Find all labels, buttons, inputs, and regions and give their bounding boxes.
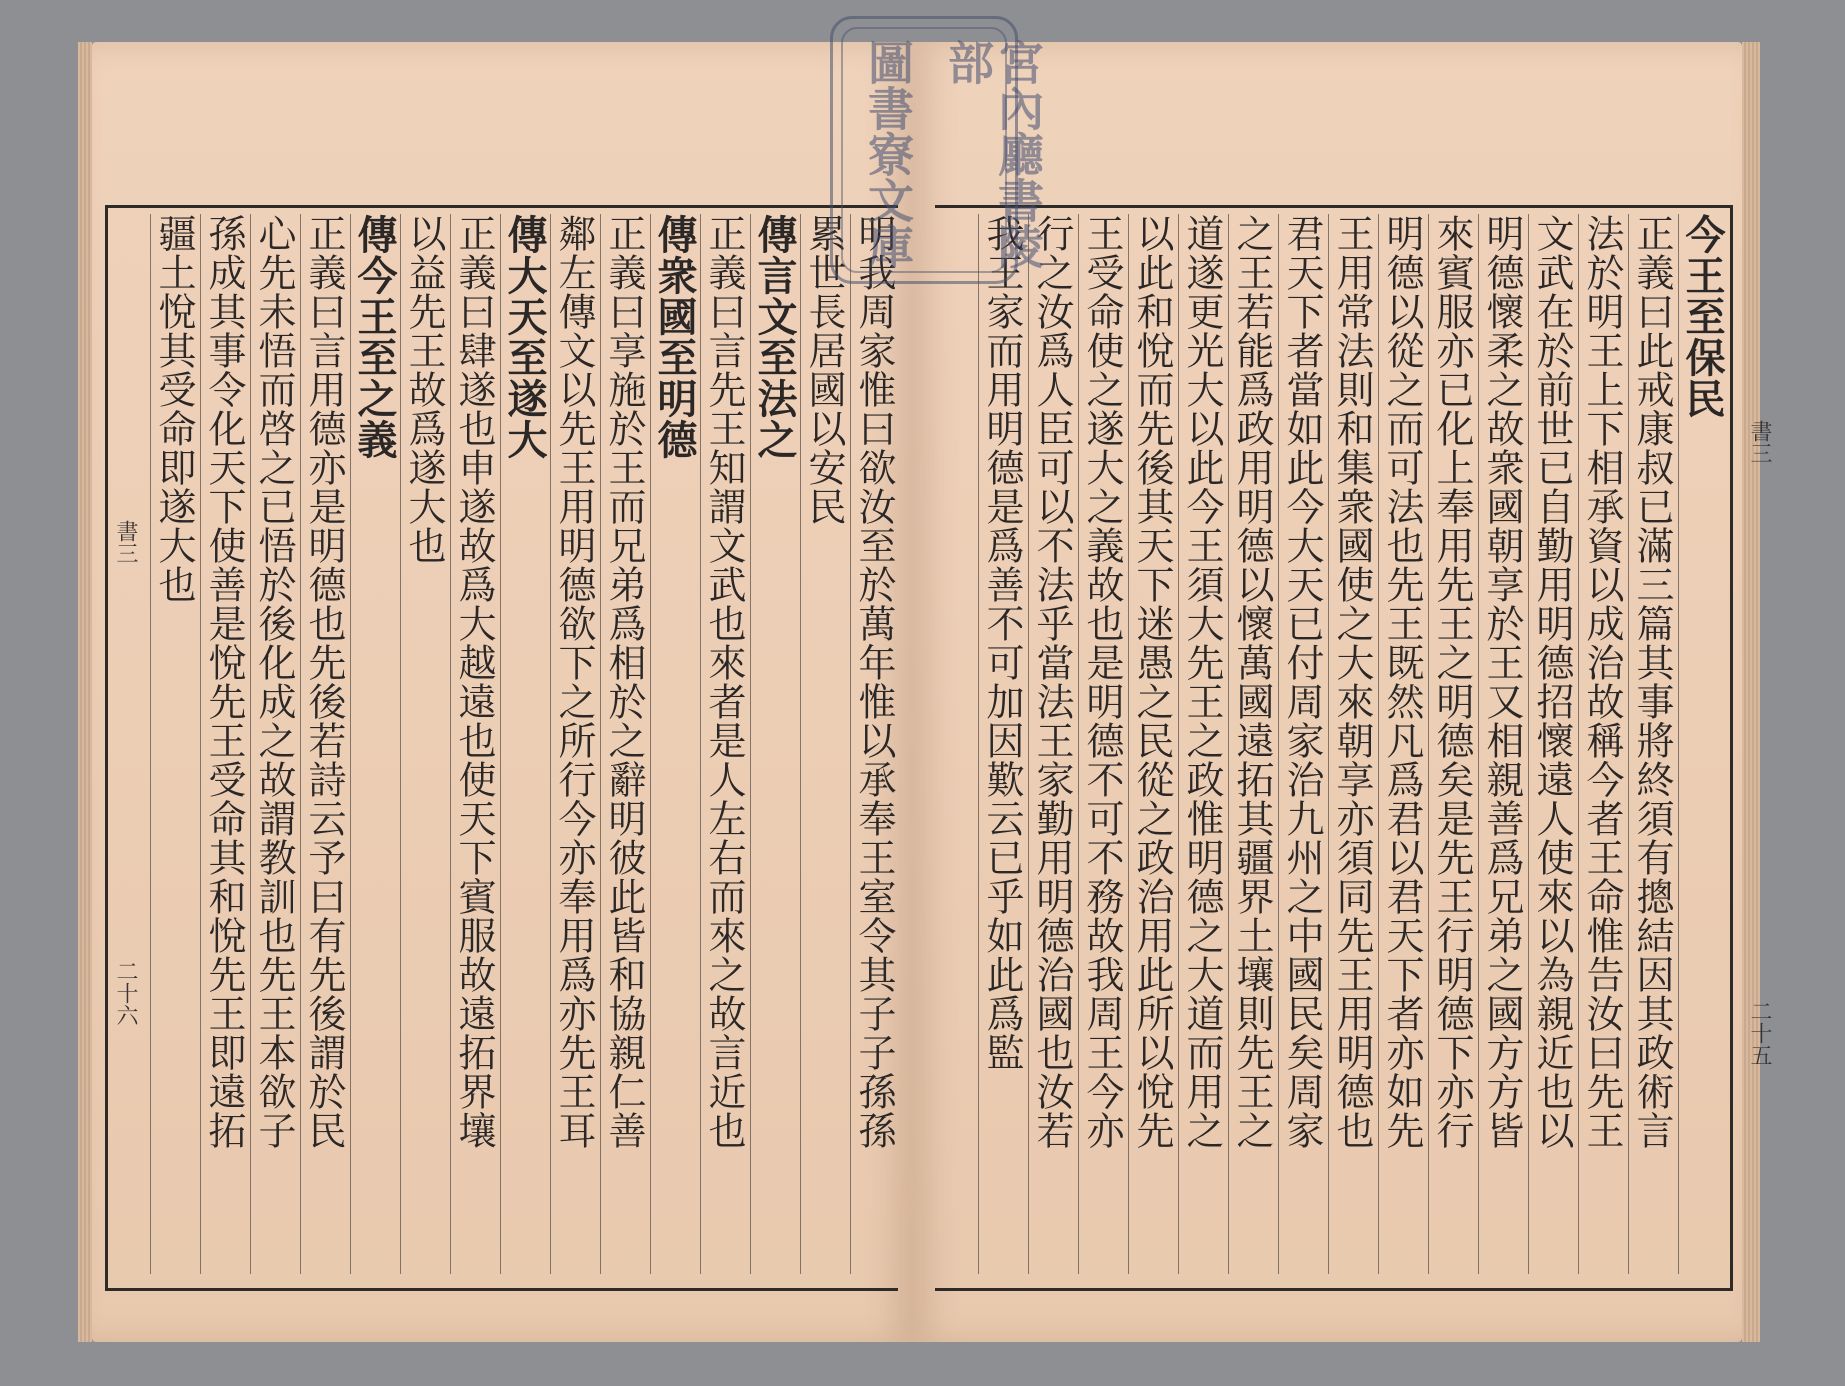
text-column: 孫成其事令化天下使善是悅先王受命其和悅先王即遠拓 [200, 214, 247, 1274]
text-column: 正義曰享施於王而兄弟爲相於之辭明彼此皆和協親仁善 [600, 214, 647, 1274]
margin-title-right: 書三 [1747, 420, 1772, 464]
text-column: 法於明王上下相承資以成治故稱今者王命惟告汝曰先王 [1578, 214, 1625, 1274]
text-column: 文武在於前世已自勤用明德招懷遠人使來以為親近也以 [1528, 214, 1575, 1274]
text-column: 正義曰言用德亦是明德也先後若詩云予曰有先後謂於民 [300, 214, 347, 1274]
text-column: 傳言文至法之 [750, 214, 797, 1274]
folio-left: 二十六 [113, 960, 138, 1026]
text-column: 之王若能爲政用明德以懷萬國遠拓其疆界土壤則先王之 [1228, 214, 1275, 1274]
text-column: 正義曰言先王知謂文武也來者是人左右而來之故言近也 [700, 214, 747, 1274]
text-column: 今王至保民 [1678, 214, 1725, 1274]
text-column: 王受命使之遂大之義故也是明德不可不務故我周王今亦 [1078, 214, 1125, 1274]
margin-title-left: 書三 [113, 520, 138, 564]
library-seal [830, 16, 1045, 284]
text-column: 明德懷柔之故衆國朝享於王又相親善爲兄弟之國方方皆 [1478, 214, 1525, 1274]
text-column: 明我周家惟曰欲汝至於萬年惟以承奉王室令其子子孫孫 [850, 214, 897, 1274]
text-column: 傳大天至遂大 [500, 214, 547, 1274]
seal-text-left: 圖書寮文庫 [861, 39, 915, 269]
text-column: 以益先王故爲遂大也 [400, 214, 447, 1274]
text-column: 心先未悟而啓之已悟於後化成之故謂教訓也先王本欲子 [250, 214, 297, 1274]
text-column: 明德以從之而可法也先王既然凡爲君以君天下者亦如先 [1378, 214, 1425, 1274]
text-column: 正義曰肆遂也申遂故爲大越遠也使天下賓服故遠拓界壤 [450, 214, 497, 1274]
text-column: 鄰左傳文以先王用明德欲下之所行今亦奉用爲亦先王耳 [550, 214, 597, 1274]
text-column: 累世長居國以安民 [800, 214, 847, 1274]
text-column: 以此和悅而先後其天下迷愚之民從之政治用此所以悅先 [1128, 214, 1175, 1274]
text-column: 傳今王至之義 [350, 214, 397, 1274]
page-edge-left [78, 42, 92, 1342]
text-column: 傳衆國至明德 [650, 214, 697, 1274]
text-column: 正義曰此戒康叔已滿三篇其事將終須有摠結因其政術言 [1628, 214, 1675, 1274]
text-column: 君天下者當如此今大天已付周家治九州之中國民矣周家 [1278, 214, 1325, 1274]
text-column: 王用常法則和集衆國使之大來朝享亦須同先王用明德也 [1328, 214, 1375, 1274]
folio-right: 二十五 [1747, 1000, 1772, 1066]
text-column: 行之汝爲人臣可以不法乎當法王家勤用明德治國也汝若 [1028, 214, 1075, 1274]
page-edge-right [1742, 42, 1760, 1342]
text-column: 來賓服亦已化上奉用先王之明德矣是先王行明德下亦行 [1428, 214, 1475, 1274]
seal-text-right: 宮內廳書陵部 [941, 39, 1045, 269]
text-column: 道遂更光大以此今王須大先王之政惟明德之大道而用之 [1178, 214, 1225, 1274]
text-column: 我王家而用明德是爲善不可加因歎云已乎如此爲監 [978, 214, 1025, 1274]
text-column: 疆土悅其受命即遂大也 [150, 214, 197, 1274]
